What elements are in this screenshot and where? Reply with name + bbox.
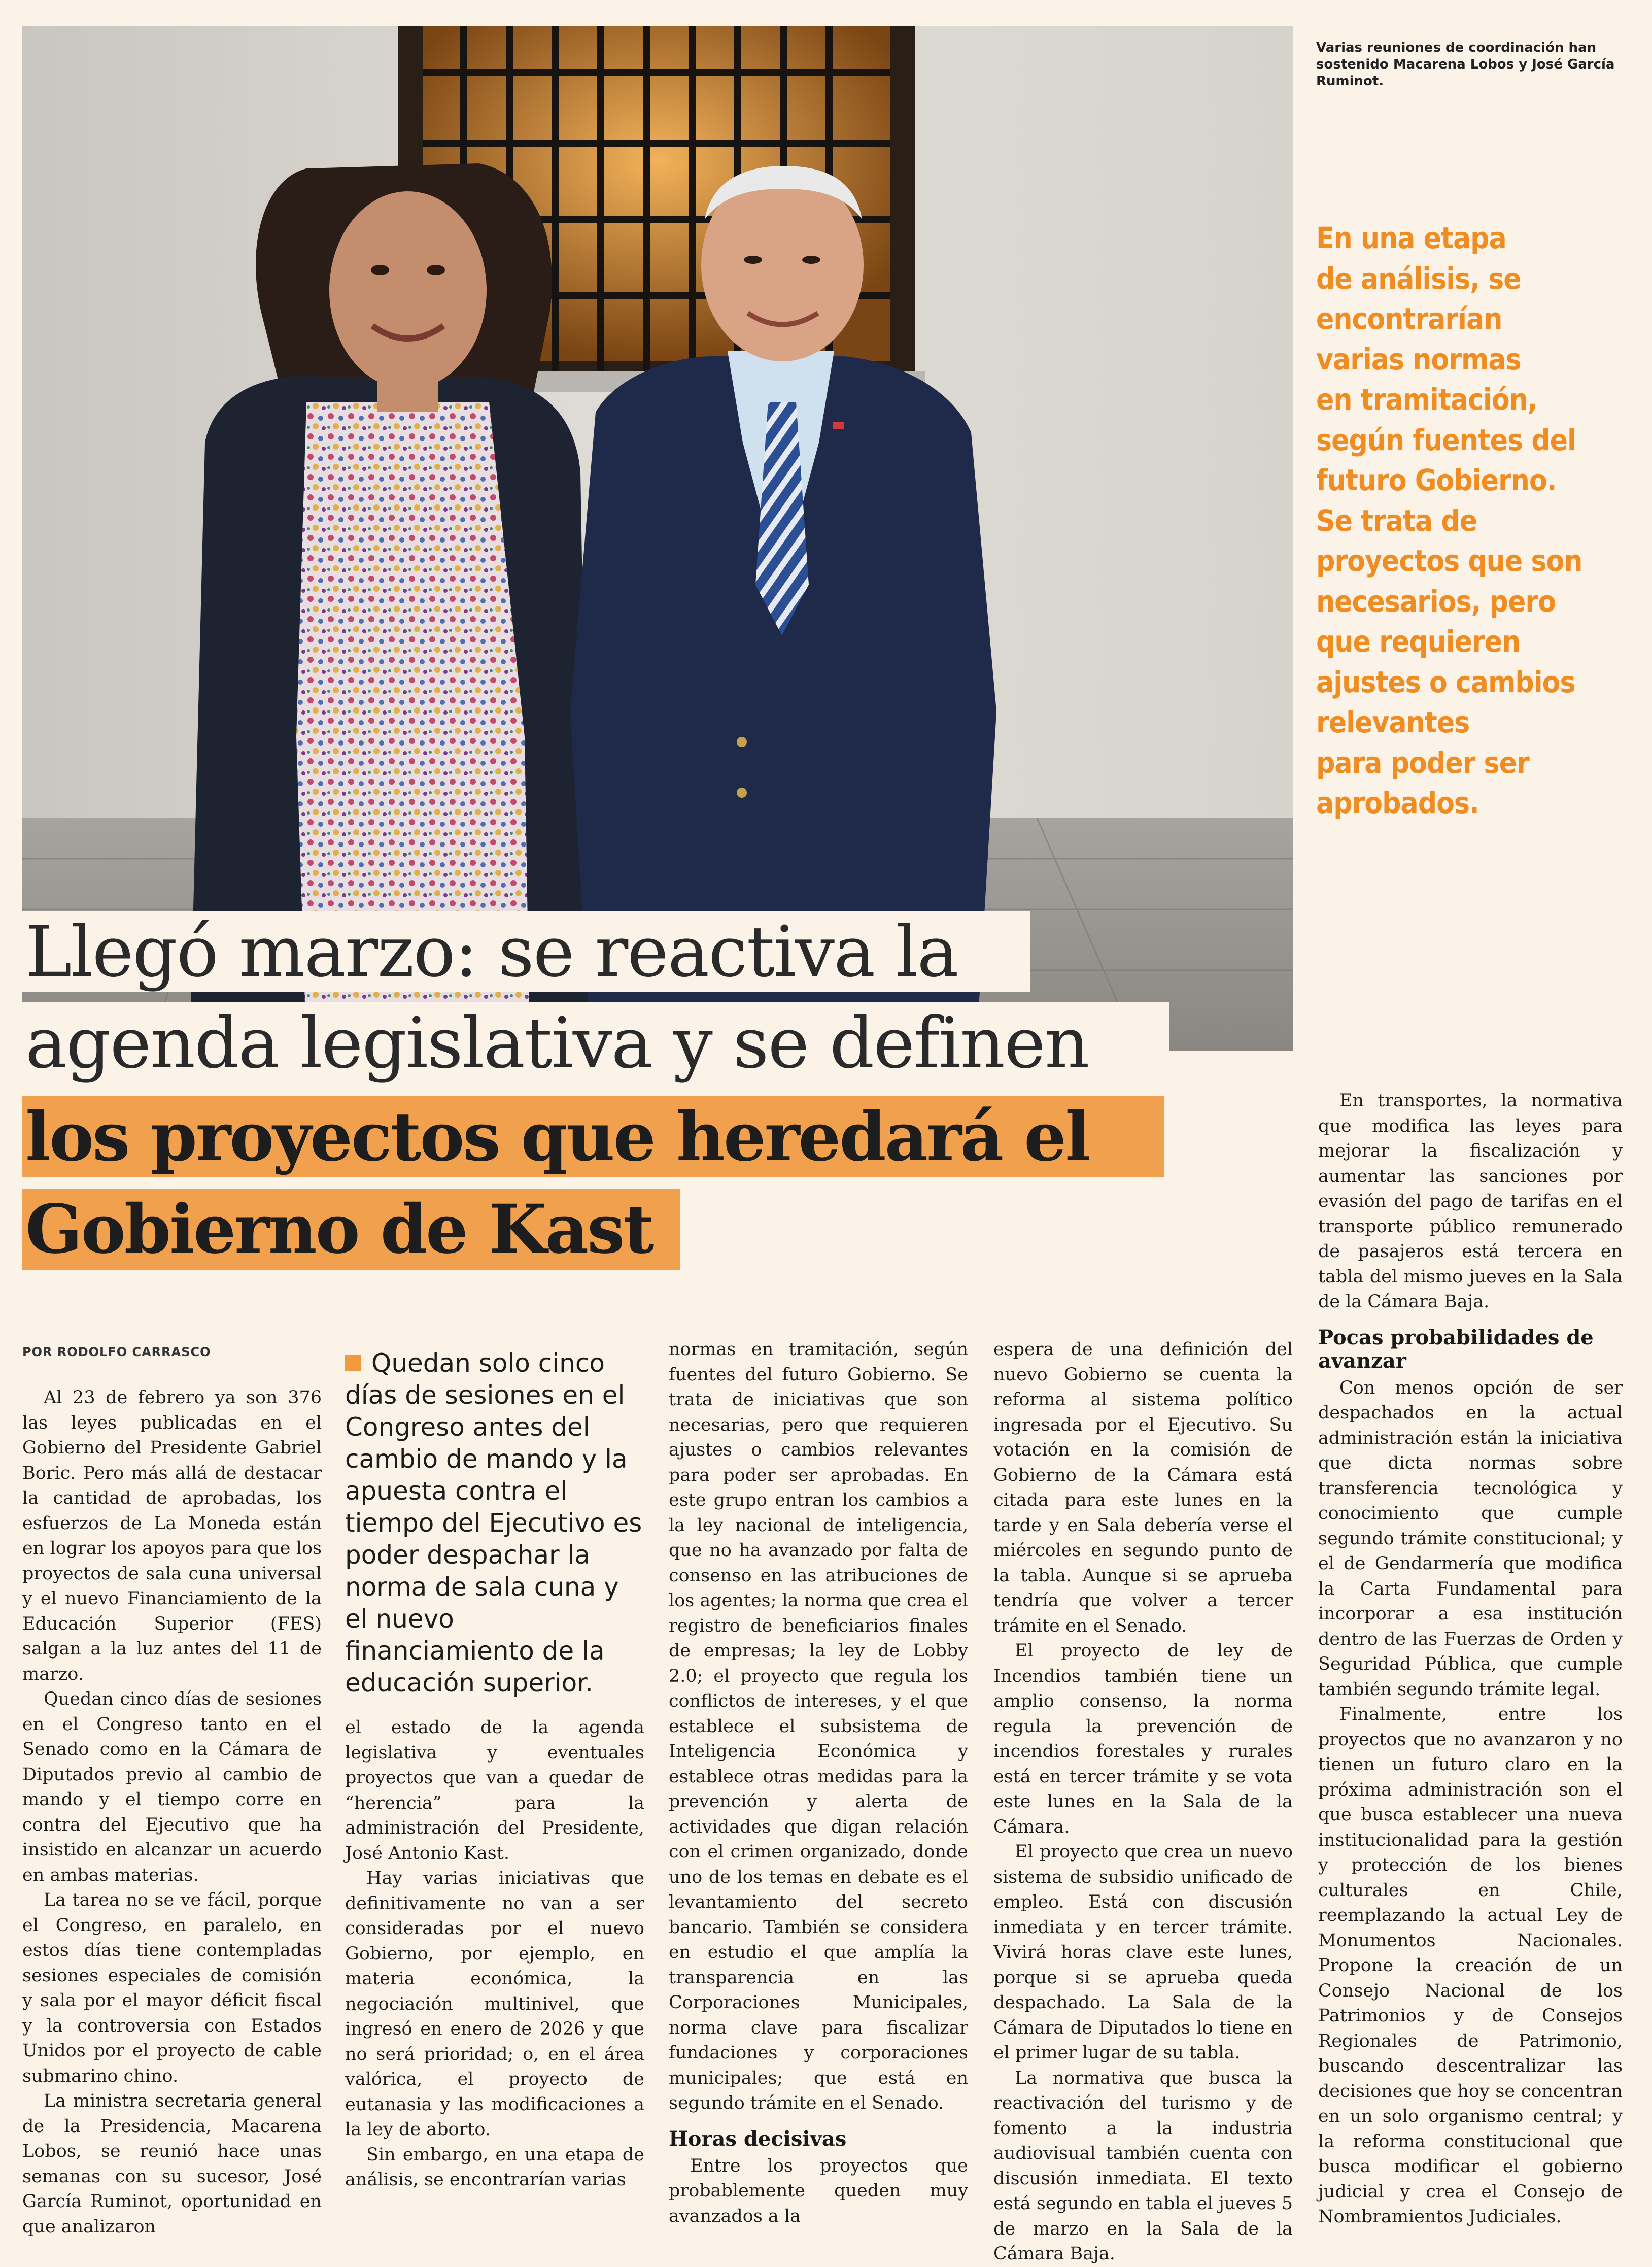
pull-quote-line: aprobados. xyxy=(1316,786,1479,820)
pull-quote-line: en tramitación, xyxy=(1316,382,1537,417)
paragraph: Quedan cinco días de sesiones en el Congreso tanto en el Senado como en la Cámara de Diputados previo al cambio de mando y el tiempo corre en contra del Ejecutivo que ha insistido en alcanzar un acuerdo en ambas materias. xyxy=(22,1689,322,1885)
pull-quote-line: que requieren xyxy=(1316,624,1521,659)
subheading: Horas decisivas xyxy=(669,2126,847,2151)
paragraph: Hay varias iniciativas que definitivamente no van a ser consideradas por el nuevo Gobierno, por ejemplo, en materia económica, la negociación multinivel, que ingresó en enero de 2026 y que no será prioridad; o, en el área valórica, el proyecto de eutanasia y las modificaciones a la ley de aborto. xyxy=(345,1868,644,2140)
headline-line-2: agenda legislativa y se definen xyxy=(22,1002,1169,1084)
photo-caption: Varias reuniones de coordinación han sostenido Macarena Lobos y José García Ruminot. xyxy=(1316,40,1615,89)
pull-quote-line: según fuentes del xyxy=(1316,422,1576,457)
pull-quote-line: proyectos que son xyxy=(1316,544,1582,578)
article-column-2 xyxy=(345,1715,644,2193)
pull-quote-line: Se trata de xyxy=(1316,503,1477,538)
byline: POR RODOLFO CARRASCO xyxy=(22,1345,211,1359)
article-column-1 xyxy=(22,1385,322,2240)
subheading: Pocas probabilidades de avanzar xyxy=(1318,1325,1594,1373)
paragraph: La tarea no se ve fácil, porque el Congreso, en paralelo, en estos días tiene contempladas sesiones especiales de comisión y sala por el mayor déficit fiscal y la controversia con Estados Unidos por el proyecto de cable submarino chino. xyxy=(22,1890,322,2086)
pull-quote-line: En una etapa xyxy=(1316,221,1506,255)
article-column-3 xyxy=(669,1337,968,2229)
headline-line-4: Gobierno de Kast xyxy=(22,1189,680,1270)
article-column-5 xyxy=(1318,1089,1623,2230)
paragraph: el estado de la agenda legislativa y eventuales proyectos que van a quedar de “herencia” para la administración del Presidente, José Antonio Kast. xyxy=(345,1717,644,1864)
paragraph: La normativa que busca la reactivación del turismo y de fomento a la industria audiovisual también cuenta con discusión inmediata. El texto está segundo en tabla el jueves 5 de marzo en la Sala de la Cámara Baja. xyxy=(993,2068,1293,2264)
pull-quote-line: para poder ser xyxy=(1316,745,1529,780)
pull-quote-line: relevantes xyxy=(1316,705,1470,739)
callout-square-icon xyxy=(345,1355,361,1371)
paragraph: Finalmente, entre los proyectos que no avanzaron y no tienen un futuro claro en la próxima administración son el que busca establecer una nueva institucionalidad para la gestión y protección de los bienes culturales en Chile, reemplazando la actual Ley de Monumentos Nacionales. Propone la creación de un Consejo Nacional de los Patrimonios y de Consejos Regionales de Patrimonio, buscando descentralizar las decisiones que hoy se concentran en un solo organismo central; y la reforma constitucional que busca modificar el gobierno judicial y crea el Consejo de Nombramientos Judiciales. xyxy=(1318,1704,1623,2227)
paragraph: El proyecto de ley de Incendios también tiene un amplio consenso, la norma regula la prevención de incendios forestales y rurales está en tercer trámite y se vota este lunes en la Sala de la Cámara. xyxy=(993,1641,1293,1837)
pull-quote-line: encontrarían xyxy=(1316,301,1502,336)
paragraph: Entre los proyectos que probablemente queden muy avanzados a la xyxy=(669,2155,968,2226)
paragraph: espera de una definición del nuevo Gobierno se cuenta la reforma al sistema político ingresada por el Ejecutivo. Su votación en la comisión de Gobierno de la Cámara está citada para este lunes en la tarde y en Sala debería verse el miércoles en segundo punto de la tabla. Aunque si se aprueba tendría que volver a tercer trámite en el Senado. xyxy=(993,1339,1293,1636)
paragraph: En transportes, la normativa que modifica las leyes para mejorar la fiscalización y aumentar las sanciones por evasión del pago de tarifas en el transporte público remunerado de pasajeros está tercera en tabla del mismo jueves en la Sala de la Cámara Baja. xyxy=(1318,1091,1623,1312)
paragraph: Con menos opción de ser despachados en la actual administración están la iniciativa que dicta normas sobre transferencia tecnológica y conocimiento que cumple segundo trámite constitucional; y el de Gendarmería que modifica la Carta Fundamental para incorporar a esa institución dentro de las Fuerzas de Orden y Seguridad Pública, que cumple también segundo trámite legal. xyxy=(1318,1377,1623,1700)
pull-quote-line: varias normas xyxy=(1316,342,1521,377)
pull-quote-line: futuro Gobierno. xyxy=(1316,463,1557,497)
headline-line-3: los proyectos que heredará el xyxy=(22,1096,1164,1177)
paragraph: Sin embargo, en una etapa de análisis, se encontrarían varias xyxy=(345,2144,644,2190)
paragraph: La ministra secretaria general de la Presidencia, Macarena Lobos, se reunió hace unas semanas con su sucesor, José García Ruminot, oportunidad en que analizaron xyxy=(22,2091,322,2237)
callout xyxy=(345,1347,644,1699)
photo-illustration xyxy=(22,26,1293,1051)
paragraph: Al 23 de febrero ya son 376 las leyes publicadas en el Gobierno del Presidente Gabriel Boric. Pero más allá de destacar la cantidad de aprobadas, los esfuerzos de La Moneda están en lograr los apoyos para que los proyectos de sala cuna universal y el nuevo Financiamiento de la Educación Superior (FES) salgan a la luz antes del 11 de marzo. xyxy=(22,1388,322,1684)
paragraph: El proyecto que crea un nuevo sistema de subsidio unificado de empleo. Está con discusión inmediata y en tercer trámite. Vivirá horas clave este lunes, porque si se aprueba queda despachado. La Sala de la Cámara de Diputados lo tiene en el primer lugar de su tabla. xyxy=(993,1842,1293,2063)
pull-quote xyxy=(1316,218,1641,824)
article-column-4 xyxy=(993,1337,1293,2267)
pull-quote-line: necesarios, pero xyxy=(1316,584,1556,619)
pull-quote-line: ajustes o cambios xyxy=(1316,664,1575,699)
paragraph: normas en tramitación, según fuentes del futuro Gobierno. Se trata de iniciativas que son necesarias, pero que requieren ajustes o cambios relevantes para poder ser aprobadas. En este grupo entran los cambios a la ley nacional de inteligencia, que no ha avanzado por falta de consenso en las atribuciones de los agentes; la norma que crea el registro de beneficiarios finales de empresas; la ley de Lobby 2.0; el proyecto que regula los conflictos de intereses, y el que establece el subsistema de Inteligencia Económica y establece otras medidas para la prevención y alerta de actividades que digan relación con el crimen organizado, donde uno de los temas en debate es el levantamiento del secreto bancario. También se considera en estudio el que amplía la transparencia en las Corporaciones Municipales, norma clave para fiscalizar fundaciones y corporaciones municipales; que está en segundo trámite en el Senado. xyxy=(669,1339,968,2113)
headline-line-1: Llegó marzo: se reactiva la xyxy=(22,911,1030,992)
article-photo xyxy=(22,26,1293,1051)
callout-text: Quedan solo cinco días de sesiones en el Congreso antes del cambio de mando y la apuesta contra el tiempo del Ejecutivo es poder despachar la norma de sala cuna y el nuevo financiamiento de la educación superior. xyxy=(345,1348,642,1698)
pull-quote-line: de análisis, se xyxy=(1316,261,1521,296)
